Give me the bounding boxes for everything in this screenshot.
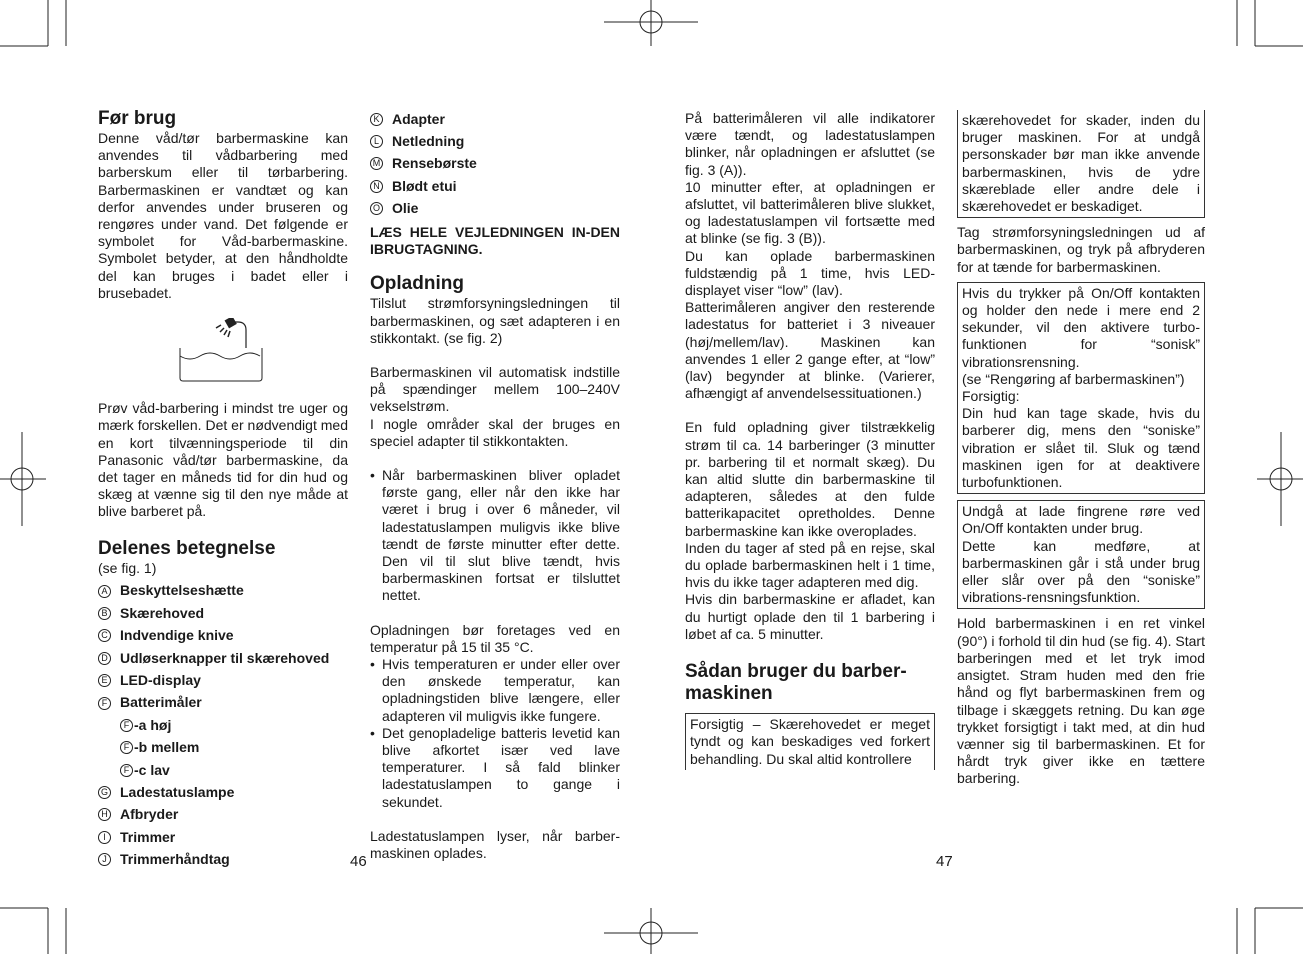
bullet-text: Hvis temperaturen er under eller over den ønskede temperatur, kan opladningstiden blive længere, eller adapteren vil muligvis ikke fungere. bbox=[382, 656, 620, 724]
heading-how-to-use: Sådan bruger du barber-maskinen bbox=[685, 661, 907, 705]
column-1 bbox=[98, 108, 348, 871]
part-item bbox=[370, 130, 620, 152]
quick-charge-paragraph: Hvis din barbermaskine er afladet, kan du hurtigt oplade den til 1 barbering i løbet af ca. 5 minutter. bbox=[685, 591, 935, 642]
shower-wet-shave-icon bbox=[178, 318, 268, 382]
bullet-text: Det genopladelige batteris levetid kan blive afkortet især ved lave temperaturer. I så fald blinker ladestatuslampen to gange i sekundet. bbox=[382, 724, 620, 810]
part-item bbox=[98, 826, 348, 848]
part-label: Rensebørste bbox=[392, 155, 477, 172]
caution-text: Forsigtig – Skærehovedet er meget tyndt og kan beskadiges ved forkert behandling. Du skal altid kontrollere bbox=[690, 716, 930, 767]
turbo-text: Hvis du trykker på On/Off kontakten og holder den nede i mere end 2 sekunder, vil den aktivere turbo-funktionen for “sonisk” vibrationsrensning. bbox=[962, 284, 1200, 370]
turbo-function-box bbox=[957, 282, 1205, 494]
caution-box bbox=[685, 713, 935, 770]
hold-angle-paragraph: Hold barbermaskinen i en ret vinkel (90°) i forhold til din hud (se fig. 4). Start barberingen med et let tryk imod ansigtet. Stram huden med den frie hånd og flyt barbermaskinen frem og tilbage i skæggets retning. Du kan øge trykket forsigtigt i takt med, at din hud vænner sig til barbermaskinen. Et for hårdt tryk giver ikke en tættere barbering. bbox=[957, 615, 1205, 787]
read-instructions-notice: LÆS HELE VEJLEDNINGEN IN-DEN IBRUGTAGNING. bbox=[370, 223, 620, 258]
registration-mark-bottom bbox=[604, 908, 698, 954]
part-item bbox=[98, 849, 348, 871]
part-label: -a høj bbox=[134, 716, 172, 733]
page-number-left: 46 bbox=[350, 853, 367, 870]
part-label: Beskyttelseshætte bbox=[120, 582, 244, 599]
part-item bbox=[98, 804, 348, 826]
circled-letter-icon: I bbox=[98, 831, 111, 844]
part-label: LED-display bbox=[120, 672, 201, 689]
circled-letter-icon: J bbox=[98, 853, 111, 866]
part-label: Skærehoved bbox=[120, 604, 205, 621]
intro-paragraph: Denne våd/tør barbermaskine kan anvendes til vådbarbering med barberskum eller til tørbarbering. Barbermaskinen er vandtæt og kan derfor anvendes under bruseren og rengøres under vand. Det følgende er symbolet for Våd-barbermaskine. Symbolet betyder, at den håndholdte del kan bruges i badet eller i brusebadet. bbox=[98, 130, 348, 301]
travel-paragraph: Inden du tager af sted på en rejse, skal du oplade barbermaskinen helt i 1 time, hvis du ikke tager adapteren med dig. bbox=[685, 539, 935, 591]
circled-letter-icon: G bbox=[98, 786, 111, 799]
circled-letter-icon: K bbox=[370, 113, 383, 126]
after-ten-minutes-paragraph: 10 minutter efter, at opladningen er afsluttet, vil batterimåleren blive slukket, og ladestatuslampen vil fortsætte med at blinke (se fig. 3 (B)). bbox=[685, 178, 935, 247]
voltage-paragraph: Barbermaskinen vil automatisk indstille på spændinger mellem 100–240V vekselstrøm. bbox=[370, 363, 620, 415]
circled-letter-icon: H bbox=[98, 808, 111, 821]
part-label: Blødt etui bbox=[392, 177, 457, 194]
circled-letter-icon: E bbox=[98, 674, 111, 687]
circled-letter-icon: F bbox=[120, 741, 133, 754]
finger-warning-text: Undgå at lade fingrene røre ved On/Off kontakten under brug. bbox=[962, 503, 1200, 537]
column-2 bbox=[370, 110, 620, 862]
caution-label: Forsigtig: bbox=[962, 388, 1020, 405]
full-charge-paragraph: En fuld opladning giver tilstrækkelig strøm til ca. 14 barberinger (3 minutter pr. barbering til et normalt skæg). Du kan altid slutte din barbermaskine til adapteren, således at den fulde batterikapacitet opretholdes. Denne barbermaskine kan ikke overoplades. bbox=[685, 419, 935, 539]
registration-mark-left bbox=[0, 432, 46, 526]
part-label: Olie bbox=[392, 200, 419, 217]
part-label: Udløserknapper til skærehoved bbox=[120, 649, 330, 666]
column-3 bbox=[685, 110, 935, 770]
column-4 bbox=[957, 110, 1205, 788]
part-item bbox=[98, 580, 348, 602]
bullet-battery-life: • Det genopladelige batteris levetid kan blive afkortet især ved lave temperaturer. I så fald blinker ladestatuslampen to gange i sekundet. bbox=[370, 724, 620, 810]
charge-intro: Tilslut strømforsyningsledningen til barbermaskinen, og sæt adapteren i en stikkontakt. (se fig. 2) bbox=[370, 295, 620, 346]
turbo-reference: (se “Rengøring af barbermaskinen”) bbox=[962, 370, 1185, 387]
part-label: Afbryder bbox=[120, 806, 179, 823]
part-label: Trimmerhåndtag bbox=[120, 851, 230, 868]
turbo-caution-text: Din hud kan tage skade, hvis du barberer dig, mens den “soniske” vibration er slået til. Sluk og tænd maskinen igen for at deaktivere turbofunktionen. bbox=[962, 405, 1200, 491]
parts-list-2 bbox=[370, 108, 620, 220]
circled-letter-icon: B bbox=[98, 607, 111, 620]
circled-letter-icon: M bbox=[370, 157, 383, 170]
part-subitem bbox=[98, 759, 348, 781]
part-label: Indvendige knive bbox=[120, 627, 234, 644]
bullet-first-charge: • Når barbermaskinen bliver opladet første gang, eller når den ikke har været i brug i over 6 måneder, vil ladestatuslampen muligvis ikke blive tændt de første minutter efter dette. Den vil til slut blive tændt, hvis barbermaskinen fortsat er tilsluttet nettet. bbox=[370, 466, 620, 604]
lamp-paragraph: Ladestatuslampen lyser, når barber-maskinen oplades. bbox=[370, 827, 620, 862]
battery-full-paragraph: På batterimåleren vil alle indikatorer være tændt, og ladestatuslampen blinker, når opladningen er afsluttet (se fig. 3 (A)). bbox=[685, 110, 935, 178]
parts-list-1 bbox=[98, 580, 348, 871]
part-subitem bbox=[98, 737, 348, 759]
heading-charging: Opladning bbox=[370, 273, 464, 295]
part-item bbox=[370, 153, 620, 175]
circled-letter-icon: D bbox=[98, 652, 111, 665]
part-item bbox=[98, 692, 348, 714]
finger-warning-consequence: Dette kan medføre, at barbermaskinen går i stå under brug eller slår over på den “soniske” vibrations-rensningsfunktion. bbox=[962, 537, 1200, 606]
circled-letter-icon: A bbox=[98, 585, 111, 598]
part-label: -b mellem bbox=[134, 739, 200, 756]
trial-paragraph: Prøv våd-barbering i mindst tre uger og mærk forskellen. Det er nødvendigt med en kort tilvænningsperiode til din Panasonic våd/tør barbermaskine, da det tager en måneds tid for din hud og skæg at vænne sig til den nye måde at blive barberet på. bbox=[98, 400, 348, 520]
circled-letter-icon: O bbox=[370, 202, 383, 215]
part-item bbox=[370, 175, 620, 197]
heading-parts: Delenes betegnelse bbox=[98, 537, 276, 559]
part-item bbox=[98, 669, 348, 691]
circled-letter-icon: F bbox=[120, 719, 133, 732]
part-label: Adapter bbox=[392, 110, 445, 127]
part-item bbox=[98, 625, 348, 647]
finger-warning-box bbox=[957, 500, 1205, 609]
part-label: Trimmer bbox=[120, 828, 176, 845]
temperature-paragraph: Opladningen bør foretages ved en temperatur på 15 til 35 °C. bbox=[370, 621, 620, 655]
unplug-paragraph: Tag strømforsyningsledningen ud af barbermaskinen, og tryk på afbryderen for at tænde for barbermaskinen. bbox=[957, 224, 1205, 275]
part-label: Batterimåler bbox=[120, 694, 202, 711]
part-label: -c lav bbox=[134, 761, 170, 778]
adapter-note: I nogle områder skal der bruges en speciel adapter til stikkontakten. bbox=[370, 415, 620, 449]
circled-letter-icon: F bbox=[120, 764, 133, 777]
part-item bbox=[98, 602, 348, 624]
circled-letter-icon: F bbox=[98, 697, 111, 710]
circled-letter-icon: C bbox=[98, 629, 111, 642]
see-fig-1: (se fig. 1) bbox=[98, 559, 157, 576]
bullet-text: Når barbermaskinen bliver opladet første gang, eller når den ikke har været i brug i over 6 måneder, vil ladestatuslampen muligvis ikke blive tændt de første minutter efter dette. Den vil til slut blive tændt, hvis barbermaskinen fortsat er tilsluttet nettet. bbox=[382, 466, 620, 604]
heading-before-use: Før brug bbox=[98, 108, 177, 129]
registration-mark-top bbox=[604, 0, 698, 46]
part-item bbox=[370, 198, 620, 220]
bullet-temperature: • Hvis temperaturen er under eller over den ønskede temperatur, kan opladningstiden blive længere, eller adapteren vil muligvis ikke fungere. bbox=[370, 656, 620, 724]
page-number-right: 47 bbox=[936, 853, 953, 870]
part-item bbox=[370, 108, 620, 130]
part-label: Netledning bbox=[392, 132, 465, 149]
circled-letter-icon: L bbox=[370, 135, 383, 148]
caution-box-continued bbox=[957, 110, 1205, 218]
part-item bbox=[98, 647, 348, 669]
caution-text: skærehovedet for skader, inden du bruger maskinen. For at undgå personskader bør man ikke anvende barbermaskinen, hvis de ydre skæreblade eller andre dele i skærehovedet er beskadiget. bbox=[962, 112, 1200, 215]
remaining-charge-paragraph: Batterimåleren angiver den resterende ladestatus for batteriet i 3 niveauer (høj/mellem/lav). Maskinen kan anvendes 1 eller 2 gange efter, at “low” (lav) begynder at blinke. (Varierer, afhængigt af anvendelsessituationen.) bbox=[685, 299, 935, 402]
registration-mark-right bbox=[1257, 432, 1303, 526]
part-item bbox=[98, 781, 348, 803]
part-subitem bbox=[98, 714, 348, 736]
circled-letter-icon: N bbox=[370, 180, 383, 193]
part-label: Ladestatuslampe bbox=[120, 783, 235, 800]
one-hour-charge-paragraph: Du kan oplade barbermaskinen fuldstændig på 1 time, hvis LED-displayet viser “low” (lav). bbox=[685, 247, 935, 299]
